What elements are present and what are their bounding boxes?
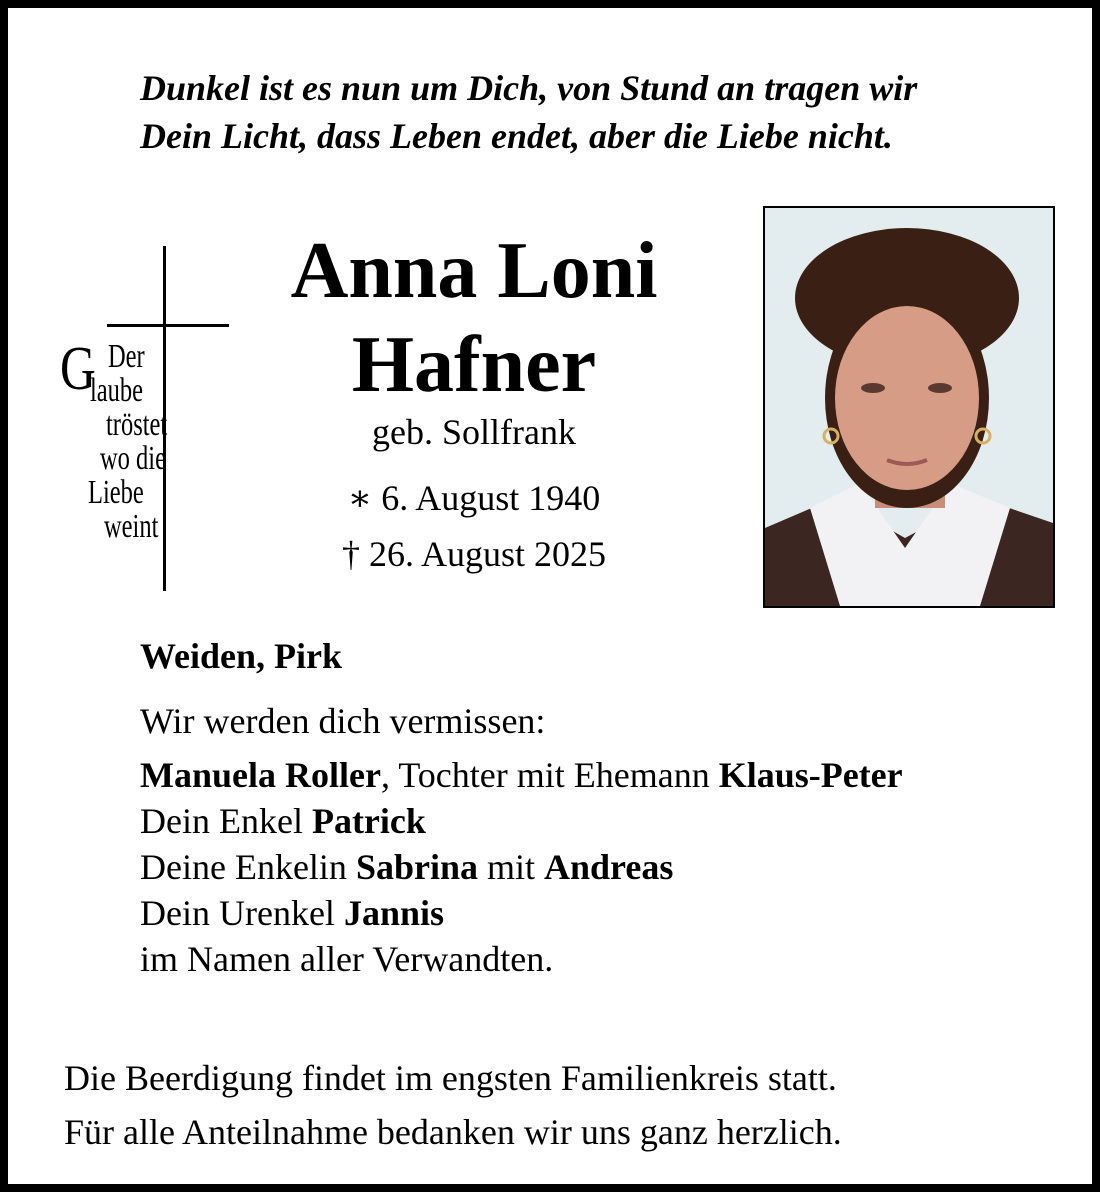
portrait-photo [763, 206, 1055, 608]
mourners-intro: Wir werden dich vermissen: [140, 701, 546, 741]
born-date-text: 6. August 1940 [381, 478, 601, 518]
mourner-name: Sabrina [355, 847, 478, 887]
mourner-name: Manuela Roller [140, 755, 381, 795]
funeral-note: Die Beerdigung findet im engsten Familienkreis statt. [64, 1058, 837, 1098]
died-date-text: 26. August 2025 [368, 534, 607, 574]
deceased-first-names: Anna Loni [290, 227, 658, 315]
mourners-list [140, 752, 903, 982]
emblem-text: weint [104, 508, 159, 545]
mourner-text: Dein Enkel [140, 801, 312, 841]
mourner-name: Klaus-Peter [718, 755, 903, 795]
mourner-line [140, 890, 903, 936]
mourner-name: Jannis [343, 893, 444, 933]
thanks-note: Für alle Anteilnahme bedanken wir uns ganz herzlich. [64, 1112, 842, 1152]
emblem-text: laube [90, 372, 144, 409]
mourner-text: mit [477, 847, 544, 887]
emblem-text: wo die [100, 440, 166, 477]
mourner-text: , Tochter mit Ehemann [380, 755, 719, 795]
mourner-name: Andreas [544, 847, 674, 887]
deceased-surname: Hafner [351, 321, 597, 409]
location: Weiden, Pirk [140, 636, 343, 676]
emblem-text: tröstet [106, 406, 168, 443]
emblem-initial-g: G [60, 335, 96, 403]
mourner-line [140, 798, 903, 844]
quote-line-1: Dunkel ist es nun um Dich, von Stund an tragen wir [140, 68, 918, 108]
quote-line-2: Dein Licht, dass Leben endet, aber die Liebe nicht. [140, 116, 893, 156]
died-symbol: † [341, 534, 360, 574]
mourner-line [140, 936, 903, 982]
mourner-line [140, 752, 903, 798]
emblem-text: Liebe [88, 474, 144, 511]
mourner-text: im Namen aller Verwandten. [140, 939, 554, 979]
birth-name: geb. Sollfrank [372, 412, 576, 452]
mourner-line [140, 844, 903, 890]
mourner-name: Patrick [311, 801, 426, 841]
emblem-text: Der [108, 338, 145, 375]
mourner-text: Deine Enkelin [140, 847, 356, 887]
mourner-text: Dein Urenkel [140, 893, 344, 933]
born-symbol: ∗ [347, 478, 373, 518]
